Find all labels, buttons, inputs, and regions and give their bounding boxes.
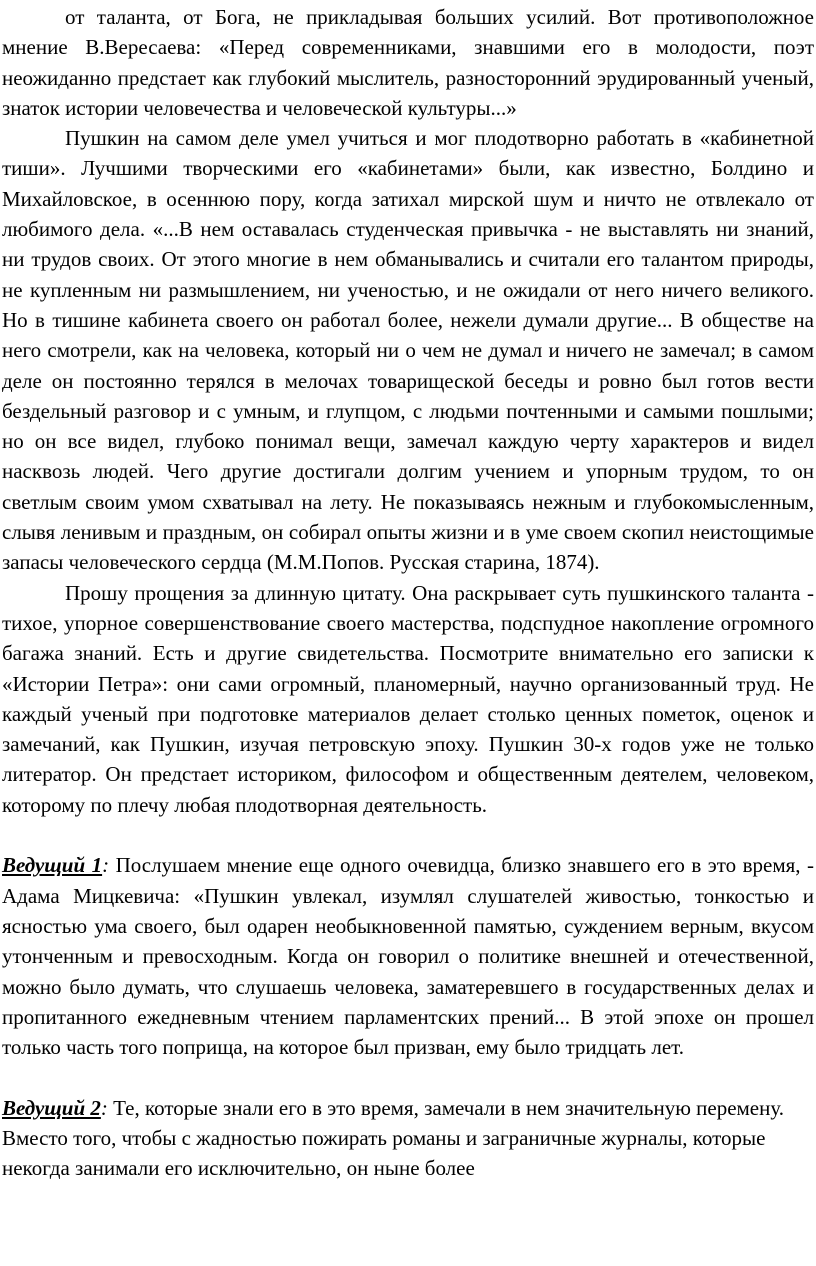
speaker-2-label: Ведущий 2 <box>2 1095 101 1120</box>
paragraph-veresaev-quote: от таланта, от Бога, не прикладывая больших усилий. Вот противоположное мнение В.Вересаева: «Перед современниками, знавшими его в молодости, поэт неожиданно предстает как глубокий мыслитель, разносторонний эрудированный ученый, знаток истории человечества и человеческой культуры...» <box>2 5 814 120</box>
speaker-1-paragraph <box>2 850 814 1062</box>
speaker-1-label: Ведущий 1 <box>2 853 103 878</box>
paragraph-popov-quote: Пушкин на самом деле умел учиться и мог плодотворно работать в «кабинетной тиши». Лучшими творческими его «кабинетами» были, как известно, Болдино и Михайловское, в осеннюю пору, когда затихал мирской шум и ничто не отвлекало от любимого дела. «...В нем оставалась студенческая привычка - не выставлять ни знаний, ни трудов своих. От этого многие в нем обманывались и считали его талантом природы, не купленным ни размышлением, ни ученостью, и не ожидали от него ничего великого. Но в тишине кабинета своего он работал более, нежели думали другие... В обществе на него смотрели, как на человека, который ни о чем не думал и ничего не замечал; в самом деле он постоянно терялся в мелочах товарищеской беседы и ровно был готов вести бездельный разговор и с умным, и глупцом, с людьми почтенными и самыми пошлыми; но он все видел, глубоко понимал вещи, замечал каждую черту характеров и видел насквозь людей. Чего другие достигали долгим учением и упорным трудом, то он светлым своим умом схватывал на лету. Не показываясь нежным и глубокомысленным, слывя ленивым и праздным, он собирал опыты жизни и в уме своем скопил неистощимые запасы человеческого сердца (М.М.Попов. Русская старина, 1874). <box>2 126 814 575</box>
speaker-2-text: Те, которые знали его в это время, замечали в нем значительную перемену. Вместо того, чтобы с жадностью пожирать романы и заграничные журналы, которые некогда занимали его исключительно, он ныне более <box>2 1095 785 1181</box>
speaker-2-paragraph <box>2 1093 814 1184</box>
speaker-1-text: Послушаем мнение еще одного очевидца, близко знавшего его в это время, - Адама Мицкевича: «Пушкин увлекал, изумлял слушателей живостью, тонкостью и ясностью ума своего, был одарен необыкновенной памятью, суждением верным, вкусом утонченным и превосходным. Когда он говорил о политике внешней и отечественной, можно было думать, что слушаешь человека, заматеревшего в государственных делах и пропитанного ежедневным чтением парламентских прений... В этой эпохе он прошел только часть того поприща, на которое был призван, ему было тридцать лет. <box>2 853 814 1060</box>
speaker-2-colon: : <box>100 1095 108 1120</box>
speaker-1-colon: : <box>102 853 110 878</box>
paragraph-apology: Прошу прощения за длинную цитату. Она раскрывает суть пушкинского таланта - тихое, упорное совершенствование своего мастерства, подспудное накопление огромного багажа знаний. Есть и другие свидетельства. Посмотрите внимательно его записки к «Истории Петра»: они сами огромный, планомерный, научно организованный труд. Не каждый ученый при подготовке материалов делает столько ценных пометок, оценок и замечаний, как Пушкин, изучая петровскую эпоху. Пушкин 30-х годов уже не только литератор. Он предстает историком, философом и общественным деятелем, человеком, которому по плечу любая плодотворная деятельность. <box>2 580 814 817</box>
blank-line <box>2 1062 814 1092</box>
blank-line <box>2 820 814 850</box>
